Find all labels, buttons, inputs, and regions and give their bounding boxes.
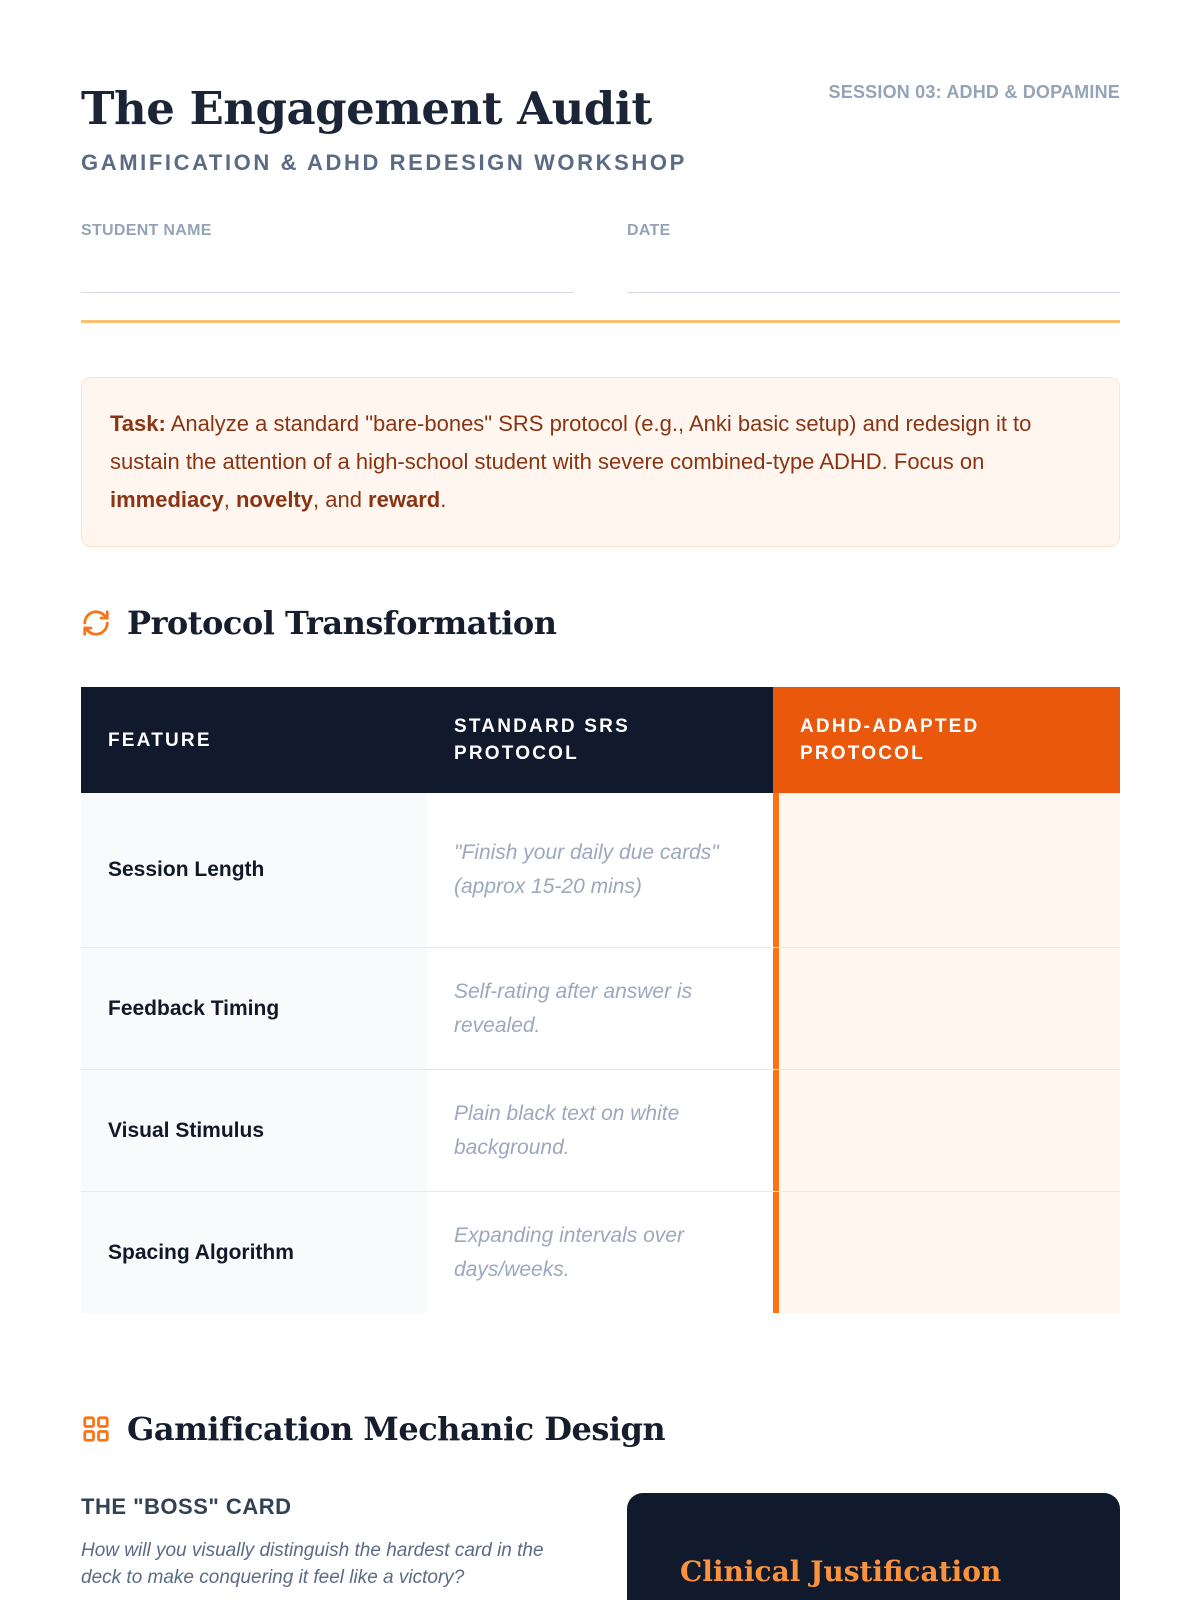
boss-card-title: THE "BOSS" CARD [81,1494,292,1519]
adapted-input-cell[interactable] [773,793,1120,947]
task-sep: , [223,487,236,512]
table-row [81,1192,1120,1313]
table-row [81,1070,1120,1192]
date-label: DATE [627,222,671,239]
feature-cell: Feedback Timing [81,948,427,1069]
adapted-input-cell[interactable] [773,1070,1120,1191]
feature-cell: Session Length [81,793,427,947]
task-keyword-reward: reward [368,487,441,512]
student-name-label: STUDENT NAME [81,222,212,239]
feature-cell: Visual Stimulus [81,1070,427,1191]
standard-cell: Self-rating after answer is revealed. [427,948,773,1069]
boss-card-prompt: How will you visually distinguish the hardest card in the deck to make conquering it feel like a victory? [81,1540,544,1588]
task-keyword-immediacy: immediacy [110,487,224,512]
feature-cell: Spacing Algorithm [81,1192,427,1313]
column-header-standard: STANDARD SRS PROTOCOL [427,687,773,793]
task-box [81,377,1120,547]
student-name-field[interactable] [81,222,574,240]
column-header-feature: FEATURE [81,687,427,793]
table-row [81,948,1120,1070]
clinical-justification-card [627,1493,1120,1600]
task-keyword-novelty: novelty [235,487,313,512]
student-name-line[interactable] [81,292,574,293]
refresh-icon [81,608,111,638]
clinical-justification-title: Clinical Justification [680,1555,1002,1588]
task-text: Analyze a standard "bare-bones" SRS protocol (e.g., Anki basic setup) and redesign it to sustain the attention of a high-school student with severe combined-type ADHD. Focus on [110,411,1032,474]
grid-icon [81,1414,111,1444]
gamification-section-heading [81,1410,665,1448]
date-line[interactable] [627,292,1120,293]
protocol-table [81,687,1120,1313]
task-sep: , and [313,487,369,512]
date-field[interactable] [627,222,1120,240]
standard-cell: Plain black text on white background. [427,1070,773,1191]
protocol-section-heading [81,604,556,642]
standard-cell: Expanding intervals over days/weeks. [427,1192,773,1313]
gamification-heading: Gamification Mechanic Design [127,1410,666,1448]
task-end: . [440,487,447,512]
page-title: The Engagement Audit [81,82,652,135]
adapted-input-cell[interactable] [773,1192,1120,1313]
adapted-input-cell[interactable] [773,948,1120,1069]
table-row [81,793,1120,948]
table-header [81,687,1120,793]
header-divider [81,320,1120,323]
protocol-heading: Protocol Transformation [127,604,557,642]
worksheet-page [81,0,1120,1600]
session-label: SESSION 03: ADHD & DOPAMINE [828,82,1120,102]
task-label: Task: [110,411,166,436]
standard-cell: "Finish your daily due cards" (approx 15-20 mins) [427,793,773,947]
column-header-adapted: ADHD-ADAPTED PROTOCOL [773,687,1120,793]
page-subtitle: GAMIFICATION & ADHD REDESIGN WORKSHOP [81,150,687,175]
